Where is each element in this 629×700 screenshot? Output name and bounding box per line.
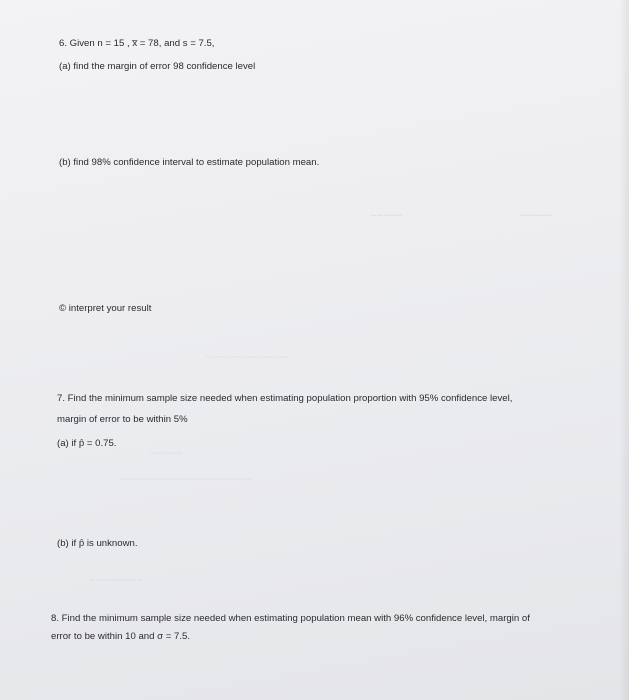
q7-stem-line-2: margin of error to be within 5% bbox=[57, 414, 188, 425]
show-through-mark: ~~~~~~~~~~~~~~~~ bbox=[205, 352, 290, 362]
show-through-mark: ~~~~~ bbox=[370, 210, 403, 222]
show-through-mark: ~~~~~~ bbox=[150, 448, 182, 458]
q7-stem-line-1: 7. Find the minimum sample size needed when estimating population proportion with 95% confidence level, bbox=[57, 393, 513, 404]
q6-stem: 6. Given n = 15 , x̅ = 78, and s = 7.5, bbox=[59, 38, 215, 49]
q6-part-c: © interpret your result bbox=[59, 303, 152, 314]
q8-stem-line-2: error to be within 10 and σ = 7.5. bbox=[51, 631, 190, 642]
page-edge-shadow bbox=[619, 0, 629, 700]
q7-part-a: (a) if p̂ = 0.75. bbox=[57, 438, 117, 449]
q6-part-a: (a) find the margin of error 98 confidence level bbox=[59, 61, 256, 72]
q6-part-b: (b) find 98% confidence interval to estimate population mean. bbox=[59, 157, 320, 168]
show-through-mark: ~~~~~~~~~~~~~~~~~~~~~~~~~ bbox=[120, 474, 252, 484]
q8-stem-line-1: 8. Find the minimum sample size needed when estimating population mean with 96% confidence level, margin of bbox=[51, 613, 530, 624]
show-through-mark: ~~~~~ bbox=[520, 210, 553, 222]
q7-part-b: (b) if p̂ is unknown. bbox=[57, 538, 138, 549]
show-through-mark: ~~~~~~~~~~ bbox=[90, 575, 143, 585]
